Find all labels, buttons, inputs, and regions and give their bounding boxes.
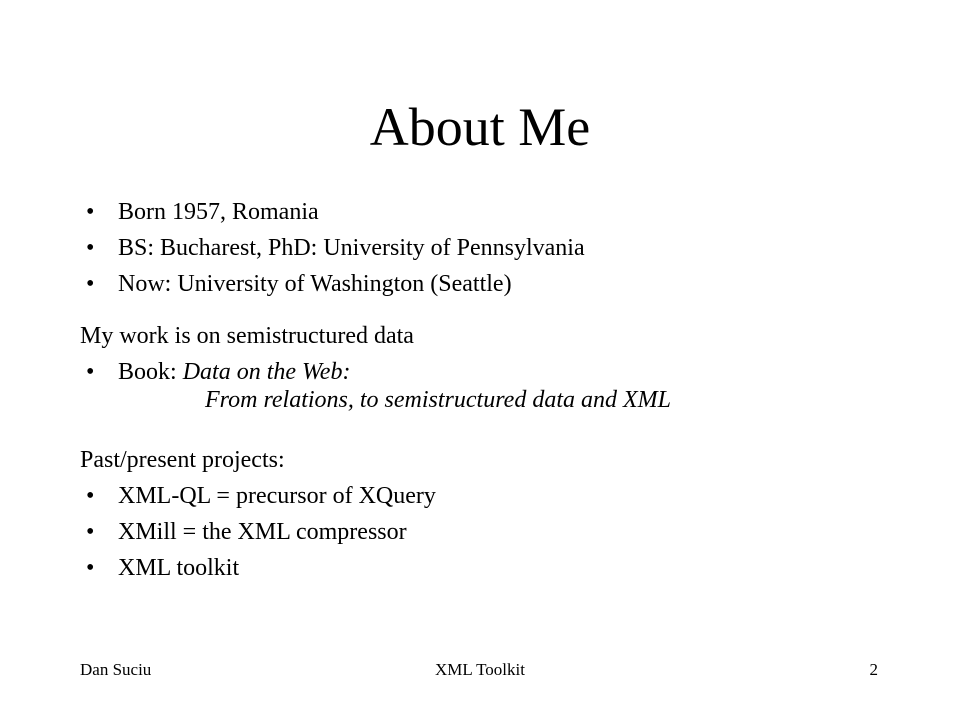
project-item-toolkit: • XML toolkit [80, 554, 900, 582]
bio-item-education: • BS: Bucharest, PhD: University of Pennsylvania [80, 234, 900, 262]
book-line-1 [118, 358, 900, 386]
bio-item-birth: • Born 1957, Romania [80, 198, 900, 226]
projects-list [80, 482, 900, 582]
projects-heading: Past/present projects: [80, 447, 285, 473]
work-heading: My work is on semistructured data [80, 323, 414, 349]
book-item [80, 358, 900, 414]
footer-deck-title: XML Toolkit [435, 660, 525, 679]
bio-item-current: • Now: University of Washington (Seattle) [80, 270, 900, 298]
footer-author: Dan Suciu [80, 660, 152, 679]
footer-page-number: 2 [869, 660, 878, 679]
book-title: Data on the Web: [182, 359, 351, 385]
bio-list [80, 198, 900, 298]
book-subtitle: From relations, to semistructured data and XML [205, 387, 671, 413]
book-list [80, 358, 900, 414]
slide-title: About Me [369, 97, 591, 157]
slide-content [80, 198, 900, 590]
project-item-xmill: • XMill = the XML compressor [80, 518, 900, 546]
project-item-xmlql: • XML-QL = precursor of XQuery [80, 482, 900, 510]
book-prefix: Book: [118, 359, 183, 385]
